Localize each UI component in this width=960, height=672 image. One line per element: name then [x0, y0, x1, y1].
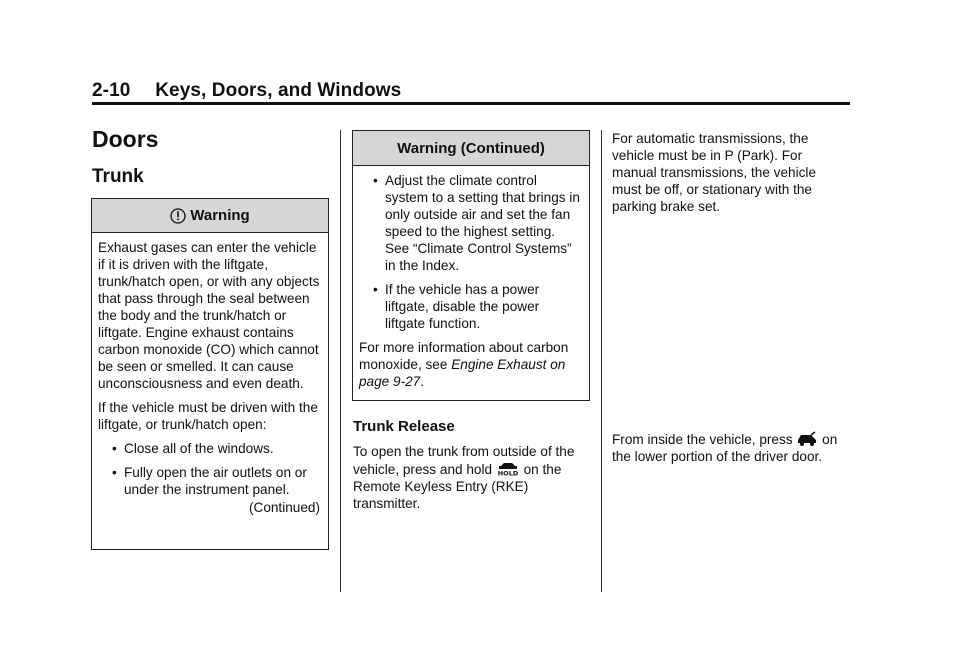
section-title: Keys, Doors, and Windows: [155, 80, 402, 101]
page-header: [92, 80, 401, 102]
heading-trunk-release: Trunk Release: [353, 418, 455, 435]
transmission-paragraph: For automatic transmissions, the vehicle must be in P (Park). For manual transmissions, the vehicle must be off, or stationary with the parking brake set.: [612, 131, 816, 214]
warning-box-header: [92, 199, 328, 233]
inside-release-text: From inside the vehicle, press: [612, 432, 793, 447]
warning-continued-header: Warning (Continued): [353, 131, 589, 166]
trunk-release-paragraph: [353, 443, 585, 512]
list-item: [98, 440, 320, 457]
more-info-end: .: [420, 374, 425, 389]
bullet-icon: •: [112, 441, 117, 456]
cross-reference: Engine Exhaust on page 9-27: [359, 357, 566, 389]
heading-doors: Doors: [92, 126, 159, 152]
heading-trunk: Trunk: [92, 166, 144, 187]
warning-box-body: [92, 233, 328, 516]
list-item: [359, 281, 581, 332]
warning-box: [91, 198, 329, 550]
more-info-paragraph: [359, 339, 581, 390]
list-item: [359, 172, 581, 274]
bullet-text: Fully open the air outlets on or under the instrument panel.: [124, 465, 307, 497]
warning-continued-body: [353, 166, 589, 390]
warning-icon: [170, 208, 186, 224]
warning-paragraph: If the vehicle must be driven with the liftgate, or trunk/hatch open:: [98, 400, 318, 432]
trunk-release-text-end: on the Remote Keyless Entry (RKE) transmitter.: [353, 462, 562, 511]
more-info-text: For more information about carbon monoxide, see: [359, 340, 569, 372]
trunk-release-button-icon: [796, 431, 818, 447]
warning-title: Warning: [190, 207, 250, 224]
column-divider-1: [340, 130, 341, 592]
header-rule: [92, 102, 850, 105]
bullet-icon: •: [373, 282, 378, 297]
bullet-icon: •: [373, 173, 378, 188]
svg-text:HOLD: HOLD: [497, 469, 519, 476]
inside-release-text-end: on the lower portion of the driver door.: [612, 432, 838, 464]
warning-paragraph: Exhaust gases can enter the vehicle if it is driven with the liftgate, trunk/hatch open, or with any objects that pass through the seal between the body and the trunk/hatch or liftgate. Engine exhaust contains carbon monoxide (CO) which cannot be seen or smelled. It can cause unconsciousness and even death.: [98, 240, 320, 391]
continued-label: (Continued): [248, 500, 320, 515]
bullet-icon: •: [112, 465, 117, 480]
page-number: 2-10: [92, 80, 131, 101]
warning-continued-box: [352, 130, 590, 401]
bullet-text: If the vehicle has a power liftgate, disable the power liftgate function.: [385, 282, 540, 331]
trunk-hold-icon: [496, 460, 520, 476]
bullet-text: Close all of the windows.: [124, 441, 274, 456]
list-item: [98, 464, 320, 498]
column-divider-2: [601, 130, 602, 592]
trunk-release-text: To open the trunk from outside of the vehicle, press and hold: [353, 444, 575, 477]
bullet-text: Adjust the climate control system to a setting that brings in only outside air and set the fan speed to the highest setting. See “Climate Control Systems” in the Index.: [385, 173, 580, 273]
inside-release-paragraph: [612, 431, 844, 465]
